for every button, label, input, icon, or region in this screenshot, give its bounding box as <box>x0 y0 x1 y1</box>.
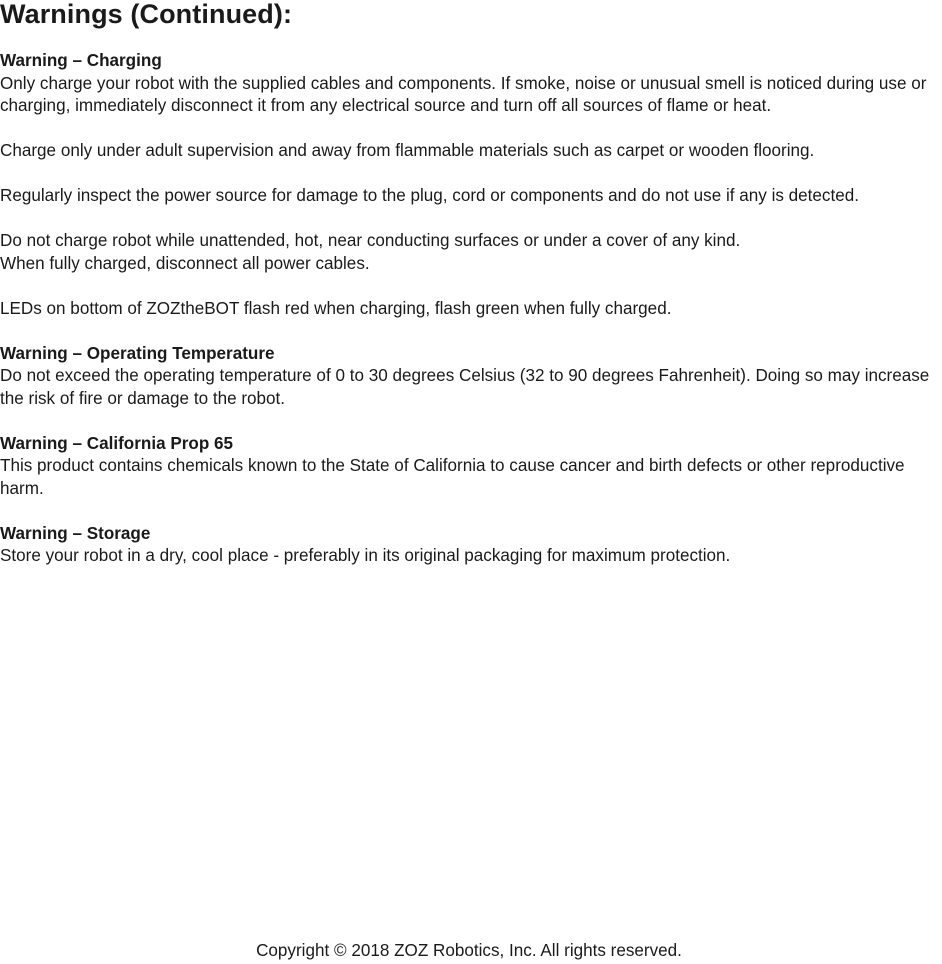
section-heading-california-prop-65: Warning – California Prop 65 <box>0 433 234 453</box>
storage-paragraph: Store your robot in a dry, cool place - preferably in its original packaging for maximum protection. <box>0 546 731 565</box>
charging-paragraph-leds: LEDs on bottom of ZOZtheBOT flash red when charging, flash green when fully charged. <box>0 298 672 318</box>
section-operating-temperature <box>0 343 942 411</box>
warnings-content <box>0 50 942 568</box>
charging-paragraph-inspect: Regularly inspect the power source for damage to the plug, cord or components and do not use if any is detected. <box>0 186 859 205</box>
charging-paragraph-supplied-cables: Only charge your robot with the supplied cables and components. If smoke, noise or unusual smell is noticed during use or charging, immediately disconnect it from any electrical source and turn off all sources of flame or heat. <box>0 73 927 115</box>
prop65-paragraph: This product contains chemicals known to the State of California to cause cancer and birth defects or other reproductive harm. <box>0 456 905 498</box>
section-charging <box>0 50 942 320</box>
charging-paragraph-unattended: Do not charge robot while unattended, hot, near conducting surfaces or under a cover of any kind. <box>0 231 741 250</box>
charging-paragraph-disconnect: When fully charged, disconnect all power cables. <box>0 253 370 273</box>
charging-paragraph-supervision: Charge only under adult supervision and away from flammable materials such as carpet or wooden flooring. <box>0 141 815 160</box>
section-heading-charging: Warning – Charging <box>0 51 162 70</box>
copyright-footer: Copyright © 2018 ZOZ Robotics, Inc. All rights reserved. <box>256 941 682 960</box>
section-heading-operating-temperature: Warning – Operating Temperature <box>0 343 275 363</box>
page-title: Warnings (Continued): <box>0 0 293 29</box>
temperature-paragraph: Do not exceed the operating temperature of 0 to 30 degrees Celsius (32 to 90 degrees Fahrenheit). Doing so may increase the risk of fire or damage to the robot. <box>0 366 930 408</box>
section-heading-storage: Warning – Storage <box>0 523 151 543</box>
section-california-prop-65 <box>0 433 942 501</box>
section-storage <box>0 523 942 568</box>
